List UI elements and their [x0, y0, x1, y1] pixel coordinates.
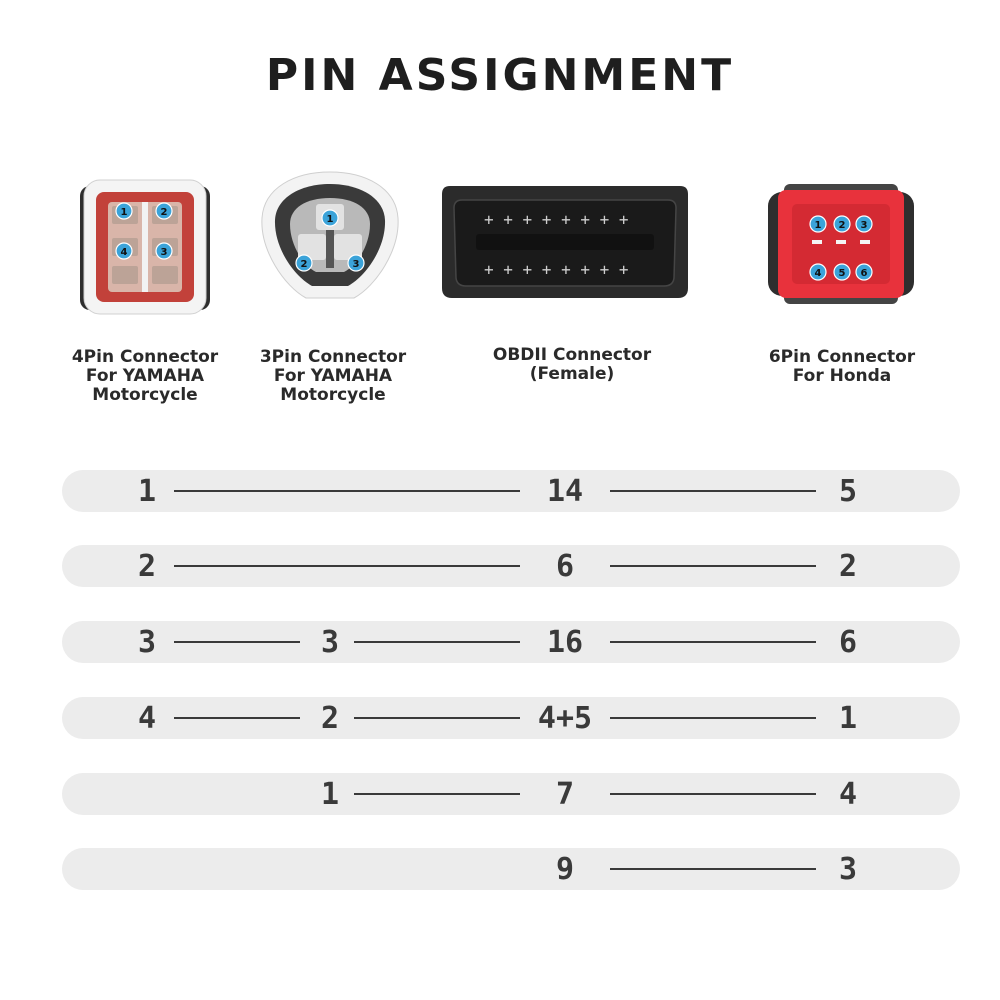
- yamaha4-pin-3: 3: [160, 247, 168, 258]
- pin-row-5: [62, 773, 960, 815]
- obd2-pin-cell: 14: [546, 474, 584, 509]
- yamaha4-pin-1: 1: [120, 207, 128, 218]
- caption-obd2: OBDII Connector (Female): [492, 345, 652, 384]
- connection-line: [610, 490, 816, 492]
- connection-line: [610, 868, 816, 870]
- obd2-pin-cell: 6: [555, 549, 575, 584]
- connection-line: [610, 793, 816, 795]
- honda-pin-5: 5: [838, 268, 846, 279]
- yamaha-4pin-connector-image: [78, 178, 212, 316]
- caption-honda-6pin: 6Pin Connector For Honda: [768, 347, 916, 386]
- honda-6pin-connector-image: [766, 182, 916, 306]
- honda-pin-6: 6: [860, 268, 868, 279]
- pin-row-1: [62, 470, 960, 512]
- honda-pin-cell: 3: [838, 852, 858, 887]
- yamaha3-pin-2: 2: [300, 259, 308, 270]
- connection-line: [354, 793, 520, 795]
- yamaha4-pin-4: 4: [120, 247, 128, 258]
- yamaha3-pin-1: 1: [326, 214, 334, 225]
- yamaha3-pin-3: 3: [352, 259, 360, 270]
- honda-pin-cell: 5: [838, 474, 858, 509]
- connection-line: [610, 641, 816, 643]
- honda-pin-4: 4: [814, 268, 822, 279]
- yamaha-3pin-connector-image: [258, 168, 402, 308]
- honda-pin-2: 2: [838, 220, 846, 231]
- pin-row-3: [62, 621, 960, 663]
- connection-line: [610, 717, 816, 719]
- honda-pin-1: 1: [814, 220, 822, 231]
- pin-row-4: [62, 697, 960, 739]
- yamaha3-pin-cell: 1: [320, 777, 340, 812]
- caption-yamaha-3pin: 3Pin Connector For YAMAHA Motorcycle: [259, 347, 407, 405]
- honda-pin-cell: 6: [838, 625, 858, 660]
- obd2-pin-cell: 16: [546, 625, 584, 660]
- obd2-pin-cell: 9: [555, 852, 575, 887]
- caption-yamaha-4pin: 4Pin Connector For YAMAHA Motorcycle: [71, 347, 219, 405]
- obd2-pin-cell: 4+5: [537, 701, 593, 736]
- pin-row-6: [62, 848, 960, 890]
- yamaha4-pin-cell: 3: [137, 625, 157, 660]
- yamaha4-pin-cell: 4: [137, 701, 157, 736]
- honda-pin-cell: 1: [838, 701, 858, 736]
- yamaha4-pin-2: 2: [160, 207, 168, 218]
- connection-line: [354, 641, 520, 643]
- honda-pin-cell: 4: [838, 777, 858, 812]
- yamaha3-pin-cell: 2: [320, 701, 340, 736]
- connection-line: [174, 565, 520, 567]
- connection-line: [354, 717, 520, 719]
- obd2-connector-image: [440, 182, 690, 302]
- yamaha4-pin-cell: 1: [137, 474, 157, 509]
- yamaha3-pin-cell: 3: [320, 625, 340, 660]
- connection-line: [174, 490, 520, 492]
- pin-row-2: [62, 545, 960, 587]
- connection-line: [610, 565, 816, 567]
- page-title: PIN ASSIGNMENT: [265, 50, 735, 101]
- connection-line: [174, 641, 300, 643]
- honda-pin-3: 3: [860, 220, 868, 231]
- honda-pin-cell: 2: [838, 549, 858, 584]
- svg-text:+ + + + + + + +: + + + + + + + +: [484, 260, 629, 279]
- connection-line: [174, 717, 300, 719]
- yamaha4-pin-cell: 2: [137, 549, 157, 584]
- svg-text:+ + + + + + + +: + + + + + + + +: [484, 210, 629, 229]
- obd2-pin-cell: 7: [555, 777, 575, 812]
